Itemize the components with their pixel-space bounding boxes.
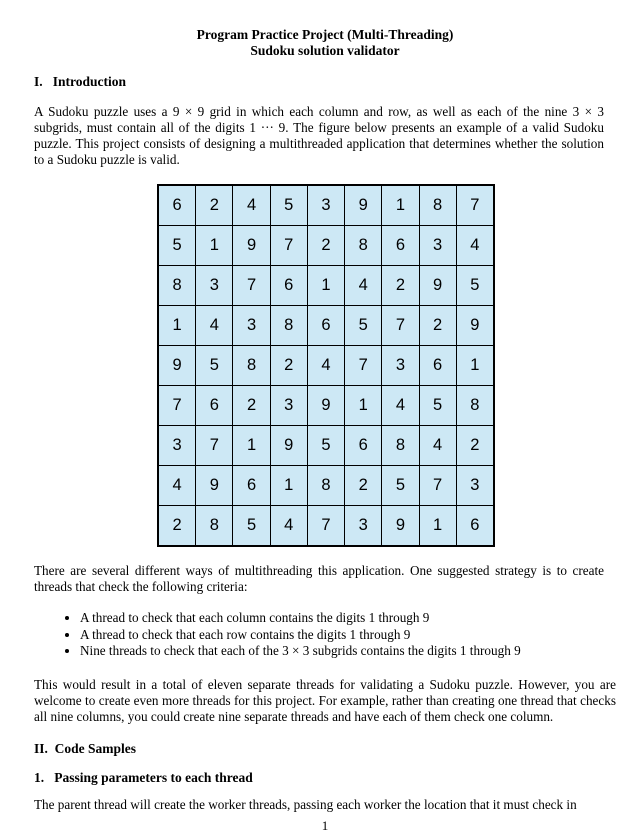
sudoku-cell: 3	[382, 346, 419, 386]
sudoku-cell: 1	[270, 466, 307, 506]
sudoku-cell: 4	[419, 426, 456, 466]
sudoku-cell: 6	[419, 346, 456, 386]
sudoku-cell: 2	[233, 386, 270, 426]
sudoku-cell: 1	[159, 306, 196, 346]
sudoku-cell: 8	[456, 386, 493, 426]
sudoku-cell: 9	[456, 306, 493, 346]
sudoku-cell: 1	[419, 506, 456, 546]
sudoku-cell: 8	[382, 426, 419, 466]
sudoku-cell: 2	[270, 346, 307, 386]
sudoku-cell: 6	[456, 506, 493, 546]
sudoku-cell: 9	[270, 426, 307, 466]
sudoku-cell: 7	[196, 426, 233, 466]
sudoku-cell: 4	[456, 226, 493, 266]
criteria-list	[62, 610, 600, 660]
section-heading-introduction: I. Introduction	[34, 74, 127, 89]
sudoku-cell: 9	[345, 186, 382, 226]
sudoku-cell: 4	[307, 346, 344, 386]
strategy-paragraph: There are several different ways of multithreading this application. One suggested strategy is to create threads that check the following criteria:	[34, 563, 604, 594]
sudoku-cell: 9	[233, 226, 270, 266]
sudoku-cell: 7	[345, 346, 382, 386]
sudoku-cell: 3	[419, 226, 456, 266]
sudoku-cell: 3	[345, 506, 382, 546]
sudoku-cell: 5	[382, 466, 419, 506]
sudoku-cell: 2	[419, 306, 456, 346]
sudoku-cell: 5	[456, 266, 493, 306]
code-samples-paragraph: The parent thread will create the worker threads, passing each worker the location that it must check in	[34, 797, 577, 812]
sudoku-cell: 6	[382, 226, 419, 266]
sudoku-cell: 4	[159, 466, 196, 506]
sudoku-row	[159, 266, 494, 306]
sudoku-cell: 7	[270, 226, 307, 266]
sudoku-cell: 5	[345, 306, 382, 346]
sudoku-cell: 8	[307, 466, 344, 506]
sudoku-cell: 1	[345, 386, 382, 426]
sudoku-cell: 7	[307, 506, 344, 546]
sudoku-cell: 2	[196, 186, 233, 226]
list-item: • A thread to check that each row contains the digits 1 through 9	[80, 627, 600, 644]
sudoku-table	[158, 185, 494, 546]
sudoku-cell: 3	[270, 386, 307, 426]
subsection-heading-passing-parameters: 1. Passing parameters to each thread	[34, 770, 253, 785]
sudoku-row	[159, 426, 494, 466]
sudoku-cell: 8	[419, 186, 456, 226]
sudoku-cell: 9	[419, 266, 456, 306]
sudoku-cell: 1	[196, 226, 233, 266]
result-paragraph: This would result in a total of eleven separate threads for validating a Sudoku puzzle. However, you are welcome to create even more threads for this project. For example, rather than creating one thread that checks all nine columns, you could create nine separate threads and have each of them check one column.	[34, 677, 616, 724]
sudoku-cell: 1	[382, 186, 419, 226]
sudoku-cell: 3	[307, 186, 344, 226]
sudoku-row	[159, 186, 494, 226]
sudoku-row	[159, 386, 494, 426]
sudoku-cell: 8	[233, 346, 270, 386]
sudoku-cell: 6	[159, 186, 196, 226]
page-number: 1	[321, 818, 329, 833]
sudoku-cell: 2	[159, 506, 196, 546]
sudoku-cell: 3	[456, 466, 493, 506]
sudoku-cell: 7	[419, 466, 456, 506]
sudoku-cell: 3	[233, 306, 270, 346]
sudoku-cell: 8	[270, 306, 307, 346]
list-item: • Nine threads to check that each of the 3 × 3 subgrids contains the digits 1 through 9	[80, 643, 600, 660]
intro-paragraph: A Sudoku puzzle uses a 9 × 9 grid in which each column and row, as well as each of the nine 3 × 3 subgrids, must contain all of the digits 1 ··· 9. The figure below presents an example of a valid Sudoku puzzle. This project consists of designing a multithreaded application that determines whether the solution to a Sudoku puzzle is valid.	[34, 104, 604, 167]
sudoku-cell: 3	[196, 266, 233, 306]
sudoku-row	[159, 346, 494, 386]
sudoku-cell: 8	[196, 506, 233, 546]
sudoku-cell: 9	[382, 506, 419, 546]
sudoku-cell: 3	[159, 426, 196, 466]
document-subtitle: Sudoku solution validator	[250, 43, 400, 58]
sudoku-cell: 5	[233, 506, 270, 546]
list-item: • A thread to check that each column contains the digits 1 through 9	[80, 610, 600, 627]
sudoku-cell: 2	[456, 426, 493, 466]
sudoku-cell: 5	[270, 186, 307, 226]
sudoku-cell: 9	[307, 386, 344, 426]
section-heading-code-samples: II. Code Samples	[34, 741, 137, 756]
sudoku-cell: 4	[382, 386, 419, 426]
sudoku-cell: 6	[345, 426, 382, 466]
sudoku-cell: 6	[270, 266, 307, 306]
sudoku-cell: 5	[307, 426, 344, 466]
sudoku-cell: 6	[307, 306, 344, 346]
sudoku-cell: 4	[196, 306, 233, 346]
sudoku-cell: 1	[307, 266, 344, 306]
sudoku-cell: 8	[345, 226, 382, 266]
sudoku-cell: 1	[233, 426, 270, 466]
sudoku-row	[159, 226, 494, 266]
sudoku-cell: 2	[382, 266, 419, 306]
sudoku-cell: 6	[233, 466, 270, 506]
sudoku-cell: 7	[159, 386, 196, 426]
sudoku-cell: 5	[159, 226, 196, 266]
sudoku-cell: 7	[382, 306, 419, 346]
sudoku-cell: 9	[196, 466, 233, 506]
sudoku-cell: 4	[270, 506, 307, 546]
sudoku-cell: 7	[233, 266, 270, 306]
sudoku-cell: 1	[456, 346, 493, 386]
sudoku-cell: 2	[307, 226, 344, 266]
sudoku-cell: 6	[196, 386, 233, 426]
sudoku-cell: 4	[233, 186, 270, 226]
sudoku-cell: 8	[159, 266, 196, 306]
sudoku-row	[159, 506, 494, 546]
document-title: Program Practice Project (Multi-Threading)	[196, 27, 454, 42]
sudoku-cell: 4	[345, 266, 382, 306]
sudoku-cell: 5	[196, 346, 233, 386]
sudoku-cell: 5	[419, 386, 456, 426]
sudoku-row	[159, 466, 494, 506]
sudoku-cell: 7	[456, 186, 493, 226]
sudoku-cell: 9	[159, 346, 196, 386]
sudoku-cell: 2	[345, 466, 382, 506]
sudoku-grid	[157, 184, 495, 547]
sudoku-row	[159, 306, 494, 346]
